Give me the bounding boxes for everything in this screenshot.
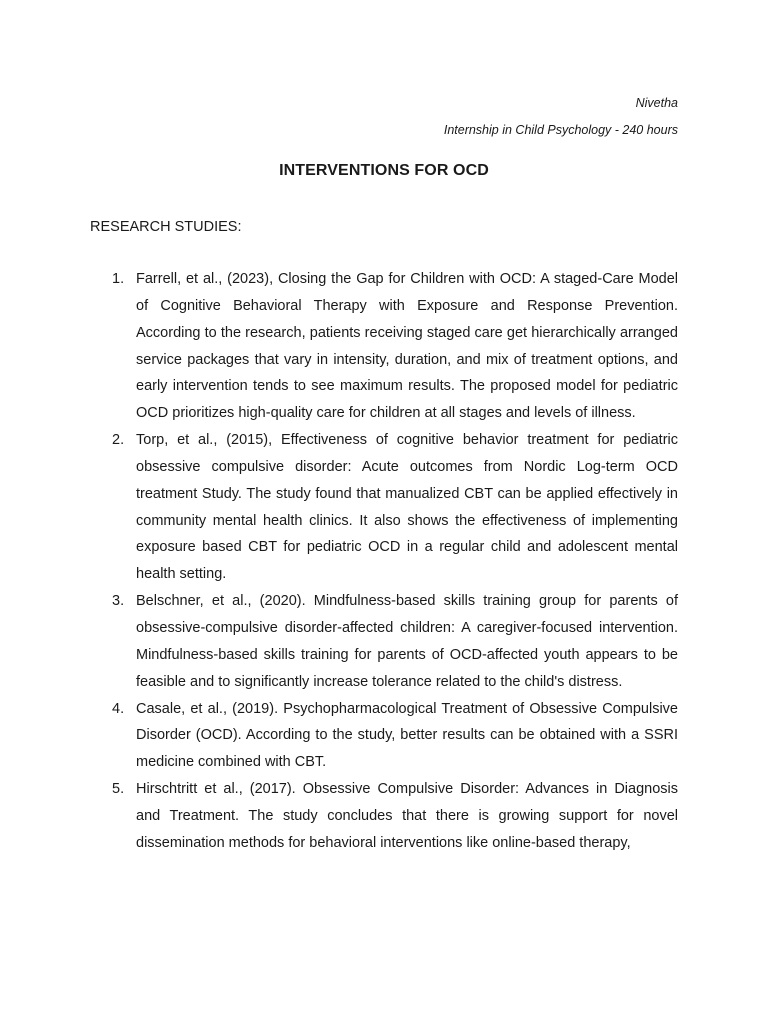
list-item xyxy=(90,427,678,588)
list-item-text: Casale, et al., (2019). Psychopharmacological Treatment of Obsessive Compulsive Disorder (OCD). According to the study, better results can be obtained with a SSRI medicine combined with CBT. xyxy=(136,700,678,771)
list-item xyxy=(90,266,678,427)
list-item-number: 3. xyxy=(112,593,125,610)
list-item-text: Hirschtritt et al., (2017). Obsessive Compulsive Disorder: Advances in Diagnosis and Treatment. The study concludes that there is growing support for novel dissemination methods for behavioral interventions like online-based therapy, xyxy=(136,781,678,851)
list-item-number: 2. xyxy=(112,432,125,449)
section-heading: RESEARCH STUDIES: xyxy=(90,219,242,235)
course-label: Internship in Child Psychology - 240 hours xyxy=(443,123,678,137)
list-item-text: Belschner, et al., (2020). Mindfulness-based skills training group for parents of obsessive-compulsive disorder-affected children: A caregiver-focused intervention. Mindfulness-based skills training for parents of OCD-affected youth appears to be feasible and to significantly increase tolerance related to the child's distress. xyxy=(136,593,678,690)
list-item xyxy=(90,588,678,695)
author-name: Nivetha xyxy=(635,96,678,110)
list-item-text: Farrell, et al., (2023), Closing the Gap for Children with OCD: A staged-Care Model of Cognitive Behavioral Therapy with Exposure and Response Prevention. According to the research, patients receiving staged care get hierarchically arranged service packages that vary in intensity, duration, and mix of treatment options, and early intervention tends to see maximum results. The proposed model for pediatric OCD prioritizes high-quality care for children at all stages and levels of illness. xyxy=(136,271,678,422)
list-item xyxy=(90,776,678,857)
reference-list xyxy=(90,266,678,857)
list-item-number: 4. xyxy=(112,700,125,717)
document-header xyxy=(444,90,678,144)
list-item xyxy=(90,696,678,777)
list-item-number: 1. xyxy=(112,271,125,287)
list-item-text: Torp, et al., (2015), Effectiveness of cognitive behavior treatment for pediatric obsessive compulsive disorder: Acute outcomes from Nordic Log-term OCD treatment Study. The study found that manualized CBT can be applied effectively in community mental health clinics. It also shows the effectiveness of implementing exposure based CBT for pediatric OCD in a regular child and adolescent mental health setting. xyxy=(136,432,678,583)
list-item-number: 5. xyxy=(112,781,125,798)
page-title: INTERVENTIONS FOR OCD xyxy=(279,162,489,179)
